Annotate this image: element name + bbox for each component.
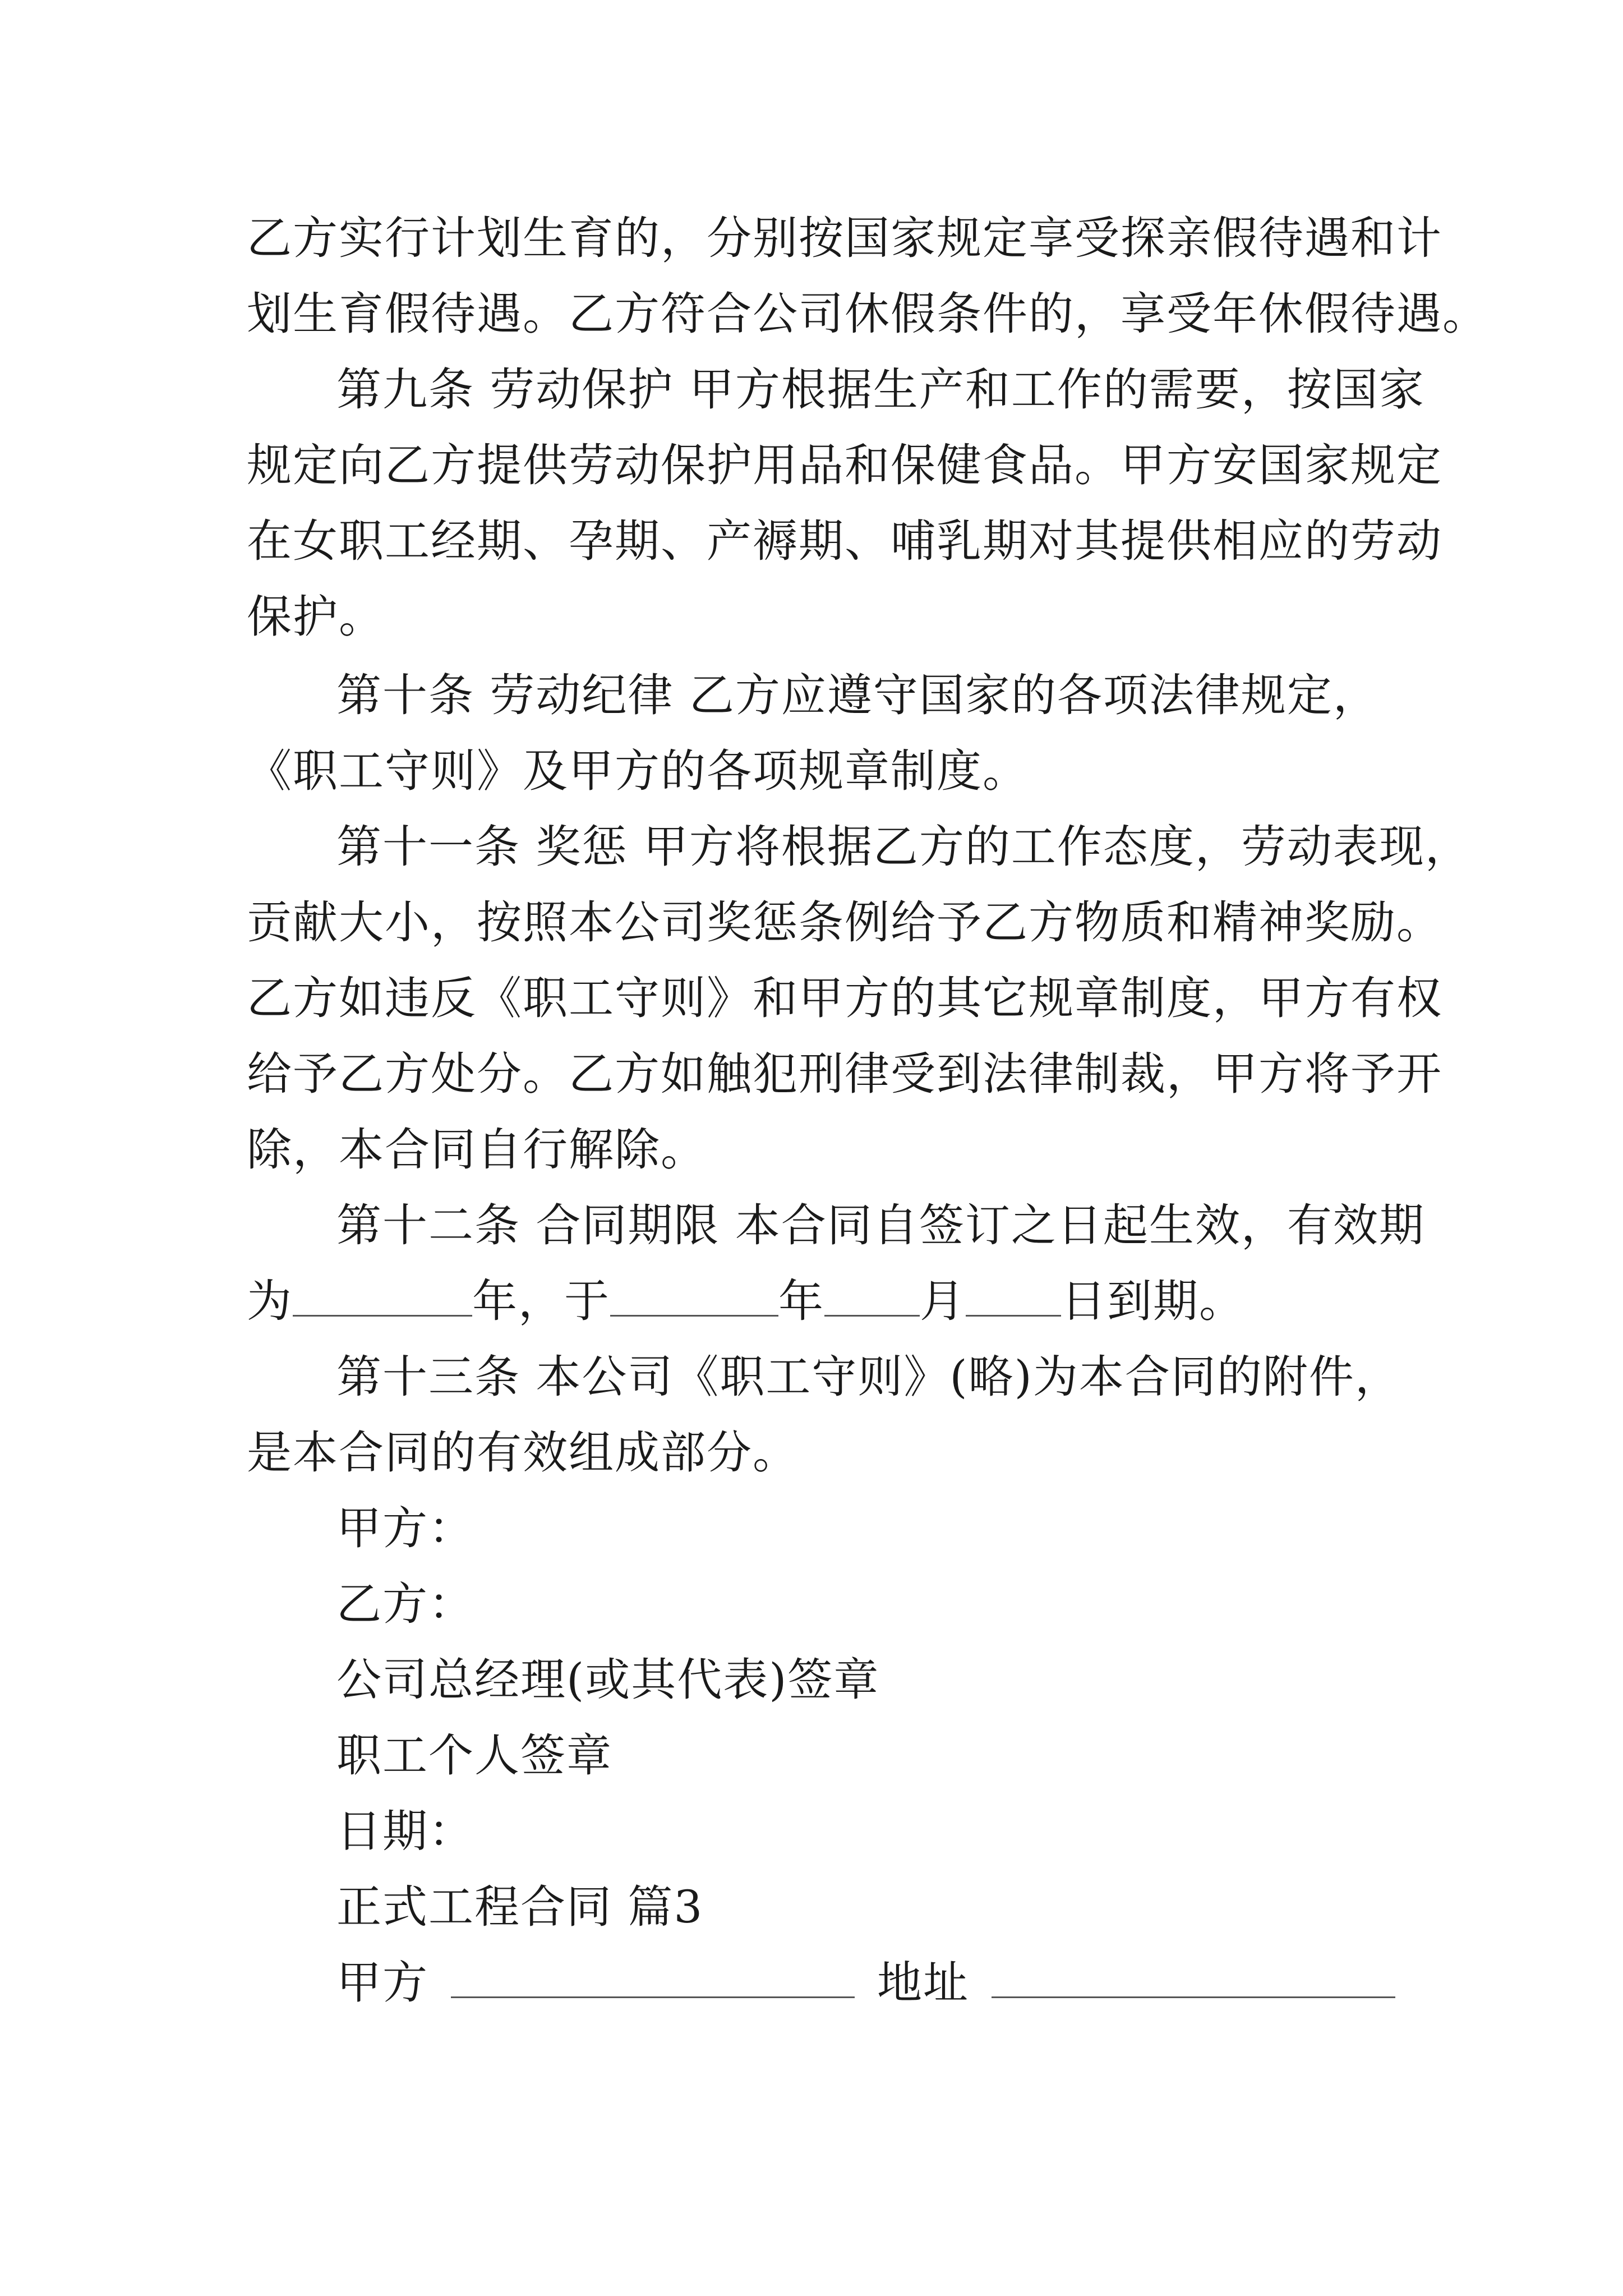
paragraph-line: 乙方如违反《职工守则》和甲方的其它规章制度，甲方有权 [247, 972, 1442, 1024]
expiry-year-blank[interactable] [610, 1281, 778, 1317]
paragraph-line: 除，本合同自行解除。 [247, 1124, 707, 1176]
years-blank[interactable] [293, 1281, 472, 1317]
paragraph-line: 划生育假待遇。乙方符合公司休假条件的，享受年休假待遇。 [247, 288, 1488, 340]
section-title: 正式工程合同 篇3 [336, 1881, 704, 1933]
party-b-label: 乙方： [336, 1578, 474, 1630]
paragraph-line: 给予乙方处分。乙方如触犯刑律受到法律制裁，甲方将予开 [247, 1048, 1442, 1100]
expiry-day-blank[interactable] [966, 1281, 1061, 1317]
article-13-heading: 第十三条 本公司《职工守则》(略)为本合同的附件， [336, 1351, 1401, 1403]
paragraph-line: 保护。 [247, 591, 385, 643]
term-prefix: 为 [247, 1275, 293, 1327]
paragraph-line: 乙方实行计划生育的，分别按国家规定享受探亲假待遇和计 [247, 212, 1442, 264]
paragraph-line: 贡献大小，按照本公司奖惩条例给予乙方物质和精神奖励。 [247, 896, 1442, 949]
date-label: 日期： [336, 1805, 474, 1857]
party-a-address-line [336, 1955, 1395, 2011]
article-10-heading: 第十条 劳动纪律 乙方应遵守国家的各项法律规定， [336, 669, 1379, 721]
address-blank[interactable] [992, 1963, 1395, 1998]
term-month: 月 [920, 1275, 966, 1327]
paragraph-line: 规定向乙方提供劳动保护用品和保健食品。甲方安国家规定 [247, 439, 1442, 491]
term-year-text: 年，于 [472, 1275, 610, 1327]
gm-seal-label: 公司总经理(或其代表)签章 [336, 1654, 880, 1706]
article-12-heading: 第十二条 合同期限 本合同自签订之日起生效，有效期 [336, 1199, 1425, 1251]
expiry-month-blank[interactable] [824, 1281, 920, 1317]
contract-term-line [247, 1273, 1245, 1329]
party-a-label: 甲方： [336, 1502, 474, 1554]
party-a-field-label: 甲方 [336, 1957, 428, 2009]
article-9-heading: 第九条 劳动保护 甲方根据生产和工作的需要，按国家 [336, 364, 1425, 416]
party-a-name-blank[interactable] [451, 1963, 855, 1998]
paragraph-line: 《职工守则》及甲方的各项规章制度。 [247, 745, 1029, 797]
term-day-suffix: 日到期。 [1061, 1275, 1245, 1327]
paragraph-line: 是本合同的有效组成部分。 [247, 1427, 799, 1479]
address-field-label: 地址 [877, 1957, 969, 2009]
staff-seal-label: 职工个人签章 [336, 1729, 612, 1782]
paragraph-line: 在女职工经期、孕期、产褥期、哺乳期对其提供相应的劳动 [247, 515, 1442, 567]
term-year2: 年 [778, 1275, 824, 1327]
article-11-heading: 第十一条 奖惩 甲方将根据乙方的工作态度，劳动表现， [336, 821, 1471, 873]
